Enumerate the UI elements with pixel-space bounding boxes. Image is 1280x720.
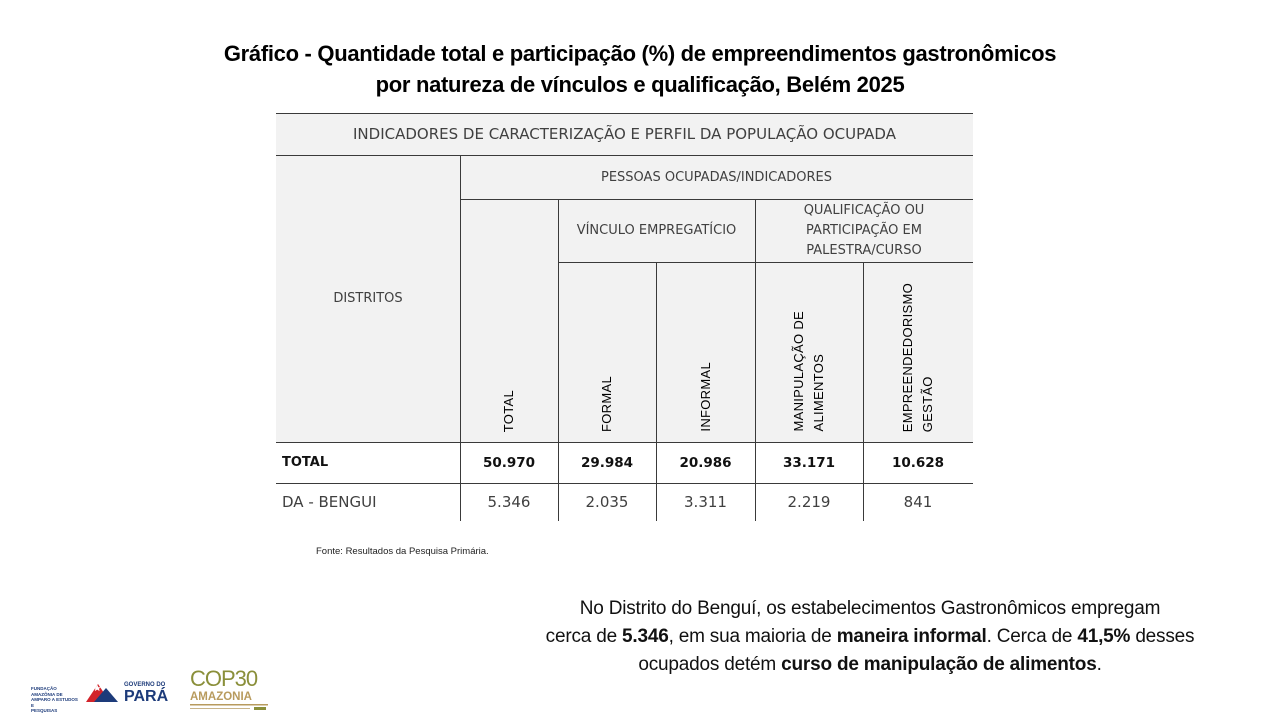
grid-line xyxy=(863,262,864,521)
svg-text:COP30: COP30 xyxy=(190,666,258,691)
cop30-amazonia-logo xyxy=(188,662,273,717)
grid-line xyxy=(276,113,973,114)
header-main: INDICADORES DE CARACTERIZAÇÃO E PERFIL DA POPULAÇÃO OCUPADA xyxy=(353,125,896,143)
row-total-empreendedorismo: 10.628 xyxy=(891,454,945,471)
row-total-formal: 29.984 xyxy=(580,454,634,471)
title-line-2: por natureza de vínculos e qualificação, Belém 2025 xyxy=(375,72,905,97)
col-formal-header: FORMAL xyxy=(599,376,614,432)
col-total-header: TOTAL xyxy=(501,389,516,432)
title-line-1: Gráfico - Quantidade total e participação (%) de empreendimentos gastronômicos xyxy=(223,41,1057,66)
row-total-manipulacao: 33.171 xyxy=(782,454,836,471)
svg-text:GOVERNO DO: GOVERNO DO xyxy=(124,682,166,688)
source-note: Fonte: Resultados da Pesquisa Primária. xyxy=(316,546,489,557)
header-qualificacao: QUALIFICAÇÃO OU PARTICIPAÇÃO EM PALESTRA/CURSO xyxy=(803,202,925,258)
header-distritos: DISTRITOS xyxy=(333,291,403,306)
grid-line xyxy=(755,199,756,521)
grid-line xyxy=(558,199,559,521)
row-bengui-manipulacao: 2.219 xyxy=(787,493,831,511)
header-pessoas: PESSOAS OCUPADAS/INDICADORES xyxy=(601,169,832,185)
col-manipulacao-header: MANIPULAÇÃO DE ALIMENTOS xyxy=(791,311,826,432)
row-bengui-formal: 2.035 xyxy=(585,493,629,511)
row-bengui-empreendedorismo: 841 xyxy=(903,493,933,511)
grid-line xyxy=(276,155,973,156)
governo-para-logo xyxy=(84,676,179,706)
fapespa-logo: FUNDAÇÃO AMAZÔNIA DE AMPARO A ESTUDOS E PESQUISAS xyxy=(31,686,78,713)
grid-line xyxy=(460,155,461,521)
row-total-label: TOTAL xyxy=(282,455,329,470)
grid-line xyxy=(276,483,973,484)
grid-line xyxy=(276,442,973,443)
grid-line xyxy=(656,262,657,521)
header-vinculo: VÍNCULO EMPREGATÍCIO xyxy=(576,223,737,238)
row-total-informal: 20.986 xyxy=(679,454,732,471)
col-informal-header: INFORMAL xyxy=(697,362,713,432)
summary-note: No Distrito do Benguí, os estabelecimentos Gastronômicos empregam cerca de 5.346, em sua maioria de maneira informal. Cerca de 41,5% desses ocupados detém curso de manipulação de alimentos. xyxy=(545,598,1195,675)
slide-title xyxy=(0,38,1280,100)
grid-line xyxy=(558,262,973,263)
col-empreendedorismo-header: EMPREENDEDORISMO GESTÃO xyxy=(900,282,935,432)
row-bengui-total: 5.346 xyxy=(487,493,531,511)
indicators-table xyxy=(276,113,973,521)
svg-text:PARÁ: PARÁ xyxy=(124,688,169,705)
row-bengui-informal: 3.311 xyxy=(684,493,727,511)
grid-line xyxy=(460,199,973,200)
svg-text:AMAZONIA: AMAZONIA xyxy=(190,691,252,703)
row-total-total: 50.970 xyxy=(482,454,536,471)
row-bengui-label: DA - BENGUI xyxy=(282,493,377,511)
